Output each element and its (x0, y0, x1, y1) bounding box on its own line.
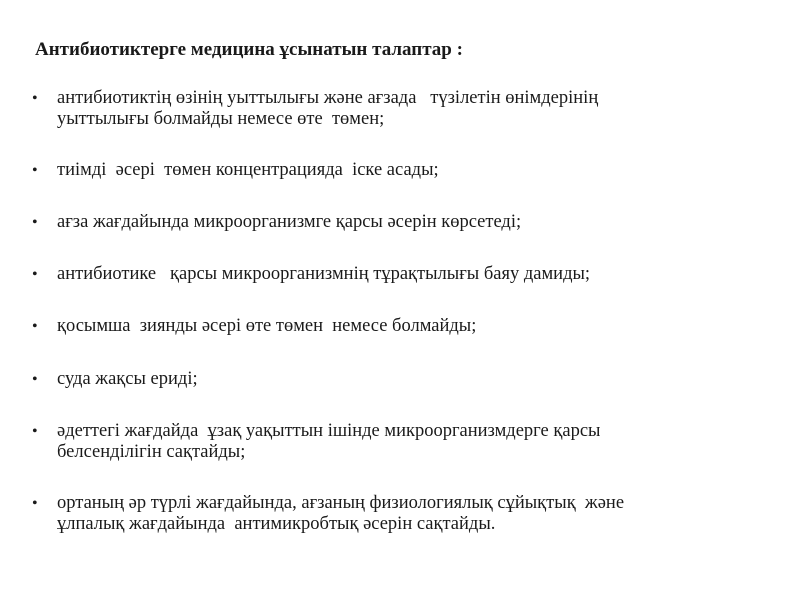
list-item-text: әдеттегі жағдайда ұзақ уақыттын ішінде микроорганизмдерге қарсы белсенділігін сақтайды; (57, 421, 601, 462)
bullet-icon: • (32, 495, 38, 512)
list-item (32, 421, 777, 463)
list-item (32, 264, 777, 285)
bullet-icon: • (32, 423, 38, 440)
bullet-icon: • (32, 162, 38, 179)
bullet-icon: • (32, 371, 38, 388)
list-item-text: қосымша зиянды әсері өте төмен немесе болмайды; (57, 316, 477, 336)
bullet-icon: • (32, 214, 38, 231)
list-item-text: суда жақсы ериді; (57, 369, 198, 389)
list-item (32, 212, 777, 233)
list-item (32, 88, 777, 130)
list-item (32, 493, 777, 535)
list-item-text: ағза жағдайында микроорганизмге қарсы әсерін көрсетеді; (57, 212, 522, 232)
bullet-icon: • (32, 266, 38, 283)
list-item-text: ортаның әр түрлі жағдайында, ағзаның физиологиялық сұйықтық және ұлпалық жағдайында антимикробтық әсерін сақтайды. (57, 493, 625, 534)
list-item (32, 316, 777, 337)
bullet-icon: • (32, 318, 38, 335)
slide-title: Антибиотиктерге медицина ұсынатын талаптар : (35, 39, 463, 60)
list-item (32, 160, 777, 181)
list-item-text: антибиотике қарсы микроорганизмнің тұрақтылығы баяу дамиды; (57, 264, 591, 284)
list-item (32, 369, 777, 390)
bullet-icon: • (32, 90, 38, 107)
list-item-text: тиімді әсері төмен концентрацияда іске асады; (57, 160, 439, 180)
list-item-text: антибиотиктің өзінің уыттылығы және ағзада түзілетін өнімдерінің уыттылығы болмайды немесе өте төмен; (57, 88, 599, 129)
